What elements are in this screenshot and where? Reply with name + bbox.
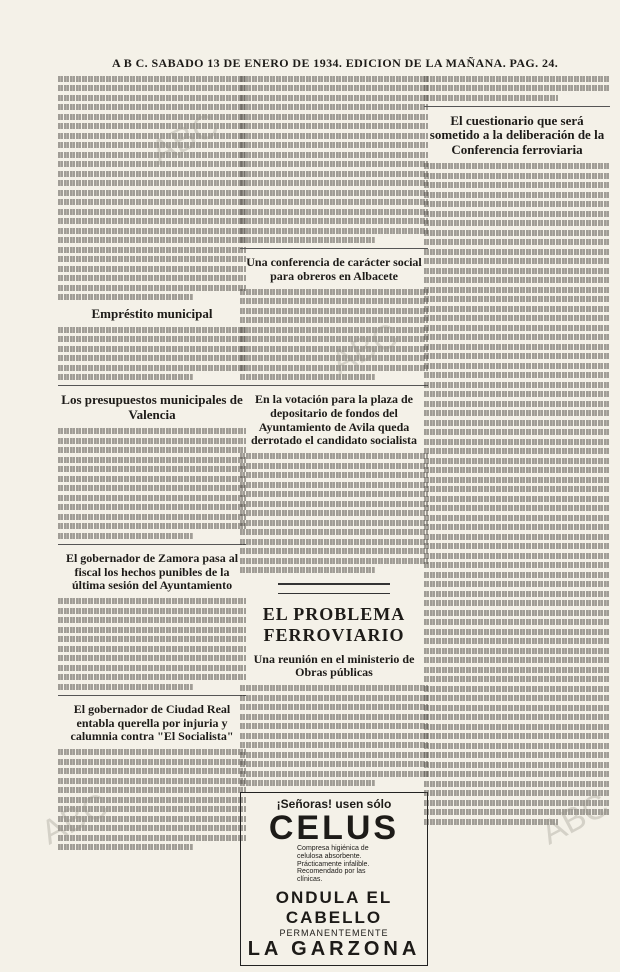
divider xyxy=(58,544,246,545)
divider xyxy=(240,385,428,386)
headline-avila: En la votación para la plaza de depositario de fondos del Ayuntamiento de Avila queda derrotado el candidato socialista xyxy=(250,392,418,448)
headline-cuestionario: El cuestionario que será sometido a la deliberación de la Conferencia ferroviaria xyxy=(429,112,605,158)
ad-slogan: ¡Señoras! usen sólo xyxy=(276,797,392,812)
watermark: ABC xyxy=(534,785,615,853)
divider xyxy=(58,385,246,386)
text-block xyxy=(424,163,610,825)
ad-brand: CELUS xyxy=(268,809,400,848)
headline-albacete: Una conferencia de carácter social para obreros en Albacete xyxy=(246,255,422,283)
headline-emprestito: Empréstito municipal xyxy=(91,306,213,321)
headline-zamora: El gobernador de Zamora pasa al fiscal los hechos punibles de la última sesión del Ayuntamiento xyxy=(65,550,239,593)
text-block xyxy=(58,76,246,301)
watermark: ABC xyxy=(34,785,115,853)
headline-presupuestos: Los presupuestos municipales de Valencia xyxy=(61,392,243,423)
ad-line-ondula: ONDULA EL CABELLO xyxy=(275,887,393,927)
watermark: ABC xyxy=(144,105,225,173)
column-1 xyxy=(58,72,246,854)
ad-line-permanentemente: PERMANENTEMENTE xyxy=(279,927,389,938)
divider xyxy=(424,106,610,107)
celus-advertisement xyxy=(240,792,428,965)
headline-ciudad-real: El gobernador de Ciudad Real entabla querella por injuria y calumnia contra "El Socialista" xyxy=(70,701,234,744)
ornament-divider xyxy=(278,583,391,594)
divider xyxy=(58,695,246,696)
watermark: ABC xyxy=(324,315,405,383)
column-3 xyxy=(424,72,610,828)
ad-line-garzona: LA GARZONA xyxy=(247,937,421,960)
column-2 xyxy=(240,72,428,972)
divider xyxy=(240,248,428,249)
headline-reunion-ministerio: Una reunión en el ministerio de Obras públicas xyxy=(253,651,415,680)
page-header: A B C. SABADO 13 DE ENERO DE 1934. EDICION DE LA MAÑANA. PAG. 24. xyxy=(112,56,559,70)
ad-fine-print: Compresa higiénica de celulosa absorbente. Prácticamente infalible. Recomendado por las clínicas. xyxy=(297,845,370,883)
headline-problema-ferroviario: EL PROBLEMA FERROVIARIO xyxy=(262,604,406,645)
